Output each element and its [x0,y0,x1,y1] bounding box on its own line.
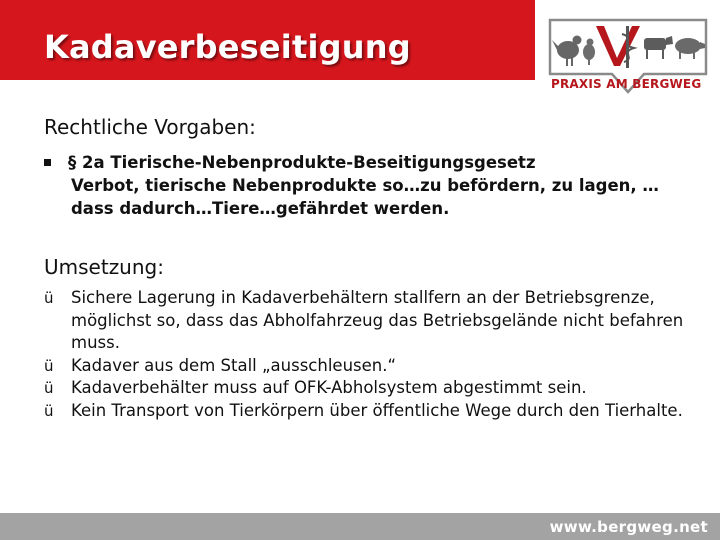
list-item-text: Kein Transport von Tierkörpern über öffentliche Wege durch den Tierhalte. [71,400,683,420]
logo-text: PRAXIS AM BERGWEG [551,77,702,91]
section-heading-implementation: Umsetzung: [44,255,164,279]
list-item-text: Sichere Lagerung in Kadaverbehältern stallfern an der Betriebsgrenze, möglichst so, dass das Abholfahrzeug das Betriebsgelände nicht befahren muss. [71,288,684,352]
list-item-text: Kadaverbehälter muss auf OFK-Abholsystem abgestimmt sein. [71,378,587,397]
check-icon: ü [44,289,54,307]
law-text-segment: , …dass dadurch…Tiere…gefährdet werden. [71,176,659,218]
law-text-segment: , [539,176,552,195]
list-item [44,287,704,355]
law-quote [71,174,694,220]
law-text-segment: , tierische Nebenprodukte so… [133,176,421,195]
law-text-befoerdern: zu befördern [420,176,540,195]
law-text-verbot: Verbot [71,176,134,195]
slide-title: Kadaverbeseitigung [44,28,411,66]
check-icon: ü [44,401,54,420]
list-item-text: Kadaver aus dem Stall „ausschleusen.“ [71,355,397,375]
list-item [44,355,704,378]
square-bullet-icon [44,159,51,166]
list-item [44,377,704,400]
law-title-line [44,152,694,174]
cow-icon [644,36,673,59]
check-icon: ü [44,356,54,375]
list-item [44,400,704,423]
law-text-lagen: zu lagen [551,176,631,195]
pig-icon [675,38,705,59]
footer-url: www.bergweg.net [549,518,708,536]
bird-icon [583,39,595,66]
implementation-list [44,287,704,422]
law-block [44,152,694,220]
section-heading-legal: Rechtliche Vorgaben: [44,115,256,139]
chicken-icon [552,36,582,67]
check-icon: ü [44,379,54,397]
law-title: § 2a Tierische-Nebenprodukte-Beseitigungsgesetz [68,153,536,172]
